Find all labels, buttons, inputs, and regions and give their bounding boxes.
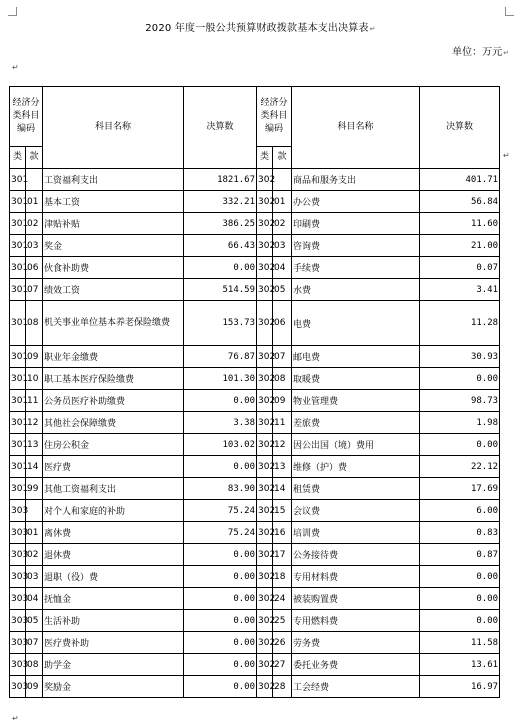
econ-class-header-left: 经济分类科目编码 <box>10 87 43 147</box>
table-row <box>10 544 500 566</box>
right-subject-name: 印刷费 <box>292 213 420 235</box>
left-item-code: 02 <box>26 213 43 235</box>
left-subject-name: 伙食补助费 <box>43 257 184 279</box>
left-amount: 101.30 <box>184 368 257 390</box>
left-item-code: 11 <box>26 390 43 412</box>
left-subject-name: 医疗费补助 <box>43 632 184 654</box>
item-header-right: 款 <box>273 147 292 169</box>
right-amount: 30.93 <box>420 346 500 368</box>
left-subject-name: 奖金 <box>43 235 184 257</box>
table-row <box>10 434 500 456</box>
left-subject-name: 住房公积金 <box>43 434 184 456</box>
right-amount: 11.28 <box>420 301 500 346</box>
left-item-code: 09 <box>26 676 43 698</box>
right-item-code: 07 <box>273 346 292 368</box>
left-subject-name: 医疗费 <box>43 456 184 478</box>
right-class-code: 302 <box>257 368 273 390</box>
left-amount: 0.00 <box>184 588 257 610</box>
left-subject-name: 退职（役）费 <box>43 566 184 588</box>
left-amount: 0.00 <box>184 544 257 566</box>
left-class-code: 301 <box>10 390 26 412</box>
right-subject-name: 物业管理费 <box>292 390 420 412</box>
right-amount: 16.97 <box>420 676 500 698</box>
table-row <box>10 500 500 522</box>
right-class-code: 302 <box>257 566 273 588</box>
right-amount: 21.00 <box>420 235 500 257</box>
name-header-left: 科目名称 <box>43 87 184 169</box>
left-subject-name: 退休费 <box>43 544 184 566</box>
left-amount: 0.00 <box>184 654 257 676</box>
left-item-code: 02 <box>26 544 43 566</box>
left-class-code: 301 <box>10 368 26 390</box>
table-row <box>10 346 500 368</box>
left-subject-name: 职工基本医疗保险缴费 <box>43 368 184 390</box>
left-amount: 0.00 <box>184 676 257 698</box>
table-row <box>10 235 500 257</box>
left-item-code: 07 <box>26 279 43 301</box>
right-class-code: 302 <box>257 456 273 478</box>
left-class-code: 301 <box>10 456 26 478</box>
left-class-code: 301 <box>10 191 26 213</box>
left-amount: 0.00 <box>184 632 257 654</box>
right-item-code: 13 <box>273 456 292 478</box>
right-subject-name: 手续费 <box>292 257 420 279</box>
name-header-right: 科目名称 <box>292 87 420 169</box>
right-subject-name: 维修（护）费 <box>292 456 420 478</box>
left-subject-name: 对个人和家庭的补助 <box>43 500 184 522</box>
right-item-code: 11 <box>273 412 292 434</box>
right-subject-name: 会议费 <box>292 500 420 522</box>
right-subject-name: 电费 <box>292 301 420 346</box>
left-item-code <box>26 169 43 191</box>
right-item-code: 27 <box>273 654 292 676</box>
right-amount: 1.98 <box>420 412 500 434</box>
right-amount: 0.00 <box>420 566 500 588</box>
row-end-mark: ↵ <box>503 151 510 160</box>
right-class-code: 302 <box>257 301 273 346</box>
right-item-code: 05 <box>273 279 292 301</box>
table-body <box>10 169 500 698</box>
right-subject-name: 工会经费 <box>292 676 420 698</box>
left-amount: 3.38 <box>184 412 257 434</box>
right-class-code: 302 <box>257 390 273 412</box>
left-subject-name: 其他工资福利支出 <box>43 478 184 500</box>
right-subject-name: 委托业务费 <box>292 654 420 676</box>
right-subject-name: 因公出国（境）费用 <box>292 434 420 456</box>
table-row <box>10 588 500 610</box>
right-class-code: 302 <box>257 257 273 279</box>
amount-header-right: 决算数 <box>420 87 500 169</box>
left-class-code: 301 <box>10 434 26 456</box>
left-class-code: 303 <box>10 676 26 698</box>
table-row <box>10 213 500 235</box>
class-header-right: 类 <box>257 147 273 169</box>
left-class-code: 303 <box>10 632 26 654</box>
document-title: 2020 年度一般公共预算财政拨款基本支出决算表↵ <box>145 23 376 34</box>
left-class-code: 303 <box>10 566 26 588</box>
right-amount: 0.00 <box>420 610 500 632</box>
table-row <box>10 566 500 588</box>
table-row <box>10 478 500 500</box>
left-item-code: 01 <box>26 522 43 544</box>
left-amount: 75.24 <box>184 522 257 544</box>
right-subject-name: 差旅费 <box>292 412 420 434</box>
right-subject-name: 专用材料费 <box>292 566 420 588</box>
left-subject-name: 生活补助 <box>43 610 184 632</box>
left-item-code: 06 <box>26 257 43 279</box>
right-class-code: 302 <box>257 434 273 456</box>
right-amount: 0.83 <box>420 522 500 544</box>
right-subject-name: 被装购置费 <box>292 588 420 610</box>
right-class-code: 302 <box>257 632 273 654</box>
right-item-code: 18 <box>273 566 292 588</box>
right-subject-name: 商品和服务支出 <box>292 169 420 191</box>
unit-label: 单位：万元↵ <box>452 47 509 58</box>
right-item-code: 28 <box>273 676 292 698</box>
left-class-code: 301 <box>10 301 26 346</box>
right-subject-name: 办公费 <box>292 191 420 213</box>
right-amount: 0.87 <box>420 544 500 566</box>
right-amount: 17.69 <box>420 478 500 500</box>
left-item-code: 03 <box>26 566 43 588</box>
right-subject-name: 培训费 <box>292 522 420 544</box>
left-amount: 0.00 <box>184 390 257 412</box>
left-amount: 83.90 <box>184 478 257 500</box>
right-subject-name: 租赁费 <box>292 478 420 500</box>
left-subject-name: 公务员医疗补助缴费 <box>43 390 184 412</box>
left-class-code: 301 <box>10 213 26 235</box>
table-row <box>10 610 500 632</box>
left-amount: 66.43 <box>184 235 257 257</box>
table-row <box>10 676 500 698</box>
table-row <box>10 257 500 279</box>
right-class-code: 302 <box>257 544 273 566</box>
right-item-code <box>273 169 292 191</box>
item-header-left: 款 <box>26 147 43 169</box>
table-row <box>10 368 500 390</box>
left-class-code: 301 <box>10 169 26 191</box>
left-item-code: 01 <box>26 191 43 213</box>
right-amount: 3.41 <box>420 279 500 301</box>
left-subject-name: 抚恤金 <box>43 588 184 610</box>
right-subject-name: 劳务费 <box>292 632 420 654</box>
table-row <box>10 279 500 301</box>
right-amount: 0.07 <box>420 257 500 279</box>
left-item-code: 14 <box>26 456 43 478</box>
right-class-code: 302 <box>257 610 273 632</box>
right-class-code: 302 <box>257 235 273 257</box>
right-item-code: 04 <box>273 257 292 279</box>
paragraph-mark: ↵ <box>369 25 376 33</box>
right-class-code: 302 <box>257 500 273 522</box>
paragraph-mark: ↵ <box>12 714 19 723</box>
left-item-code: 08 <box>26 654 43 676</box>
left-item-code: 09 <box>26 346 43 368</box>
left-subject-name: 离休费 <box>43 522 184 544</box>
left-item-code: 03 <box>26 235 43 257</box>
paragraph-mark: ↵ <box>12 63 19 72</box>
paragraph-mark: ↵ <box>503 49 509 57</box>
left-item-code: 04 <box>26 588 43 610</box>
left-class-code: 301 <box>10 412 26 434</box>
right-amount: 401.71 <box>420 169 500 191</box>
right-item-code: 15 <box>273 500 292 522</box>
table-row <box>10 191 500 213</box>
right-amount: 56.84 <box>420 191 500 213</box>
left-amount: 75.24 <box>184 500 257 522</box>
table-row <box>10 522 500 544</box>
right-subject-name: 专用燃料费 <box>292 610 420 632</box>
left-class-code: 301 <box>10 346 26 368</box>
left-subject-name: 基本工资 <box>43 191 184 213</box>
table-row <box>10 456 500 478</box>
right-class-code: 302 <box>257 676 273 698</box>
table-row <box>10 654 500 676</box>
right-amount: 11.60 <box>420 213 500 235</box>
page-corner-mark-left <box>8 7 17 16</box>
table-header-row <box>10 87 500 147</box>
left-subject-name: 其他社会保障缴费 <box>43 412 184 434</box>
right-class-code: 302 <box>257 478 273 500</box>
right-class-code: 302 <box>257 522 273 544</box>
left-class-code: 303 <box>10 522 26 544</box>
right-subject-name: 水费 <box>292 279 420 301</box>
left-amount: 0.00 <box>184 456 257 478</box>
right-class-code: 302 <box>257 654 273 676</box>
left-amount: 332.21 <box>184 191 257 213</box>
table-row <box>10 301 500 346</box>
right-amount: 0.00 <box>420 368 500 390</box>
right-amount: 6.00 <box>420 500 500 522</box>
left-class-code: 301 <box>10 478 26 500</box>
right-item-code: 26 <box>273 632 292 654</box>
right-item-code: 12 <box>273 434 292 456</box>
left-class-code: 301 <box>10 235 26 257</box>
left-class-code: 303 <box>10 500 26 522</box>
left-item-code: 07 <box>26 632 43 654</box>
right-amount: 0.00 <box>420 434 500 456</box>
left-item-code: 99 <box>26 478 43 500</box>
left-item-code <box>26 500 43 522</box>
right-subject-name: 公务接待费 <box>292 544 420 566</box>
right-item-code: 01 <box>273 191 292 213</box>
table-row <box>10 169 500 191</box>
right-class-code: 302 <box>257 346 273 368</box>
left-class-code: 303 <box>10 544 26 566</box>
right-class-code: 302 <box>257 279 273 301</box>
left-amount: 0.00 <box>184 566 257 588</box>
left-item-code: 12 <box>26 412 43 434</box>
left-item-code: 10 <box>26 368 43 390</box>
left-class-code: 301 <box>10 257 26 279</box>
left-amount: 0.00 <box>184 610 257 632</box>
table-row <box>10 632 500 654</box>
left-subject-name: 工资福利支出 <box>43 169 184 191</box>
right-item-code: 17 <box>273 544 292 566</box>
right-class-code: 302 <box>257 169 273 191</box>
right-item-code: 16 <box>273 522 292 544</box>
left-amount: 514.59 <box>184 279 257 301</box>
right-class-code: 302 <box>257 191 273 213</box>
right-item-code: 03 <box>273 235 292 257</box>
right-item-code: 02 <box>273 213 292 235</box>
left-amount: 386.25 <box>184 213 257 235</box>
table-row <box>10 390 500 412</box>
right-class-code: 302 <box>257 412 273 434</box>
left-subject-name: 绩效工资 <box>43 279 184 301</box>
left-amount: 76.87 <box>184 346 257 368</box>
right-amount: 98.73 <box>420 390 500 412</box>
left-subject-name: 助学金 <box>43 654 184 676</box>
left-subject-name: 奖励金 <box>43 676 184 698</box>
right-subject-name: 邮电费 <box>292 346 420 368</box>
left-class-code: 301 <box>10 279 26 301</box>
left-class-code: 303 <box>10 588 26 610</box>
left-item-code: 05 <box>26 610 43 632</box>
class-header-left: 类 <box>10 147 26 169</box>
right-item-code: 09 <box>273 390 292 412</box>
left-item-code: 13 <box>26 434 43 456</box>
page-corner-mark-right <box>505 7 514 16</box>
right-amount: 13.61 <box>420 654 500 676</box>
right-amount: 11.58 <box>420 632 500 654</box>
left-class-code: 303 <box>10 610 26 632</box>
right-item-code: 08 <box>273 368 292 390</box>
left-subject-name: 机关事业单位基本养老保险缴费 <box>43 301 184 346</box>
table-row <box>10 412 500 434</box>
right-amount: 22.12 <box>420 456 500 478</box>
right-amount: 0.00 <box>420 588 500 610</box>
right-item-code: 06 <box>273 301 292 346</box>
right-class-code: 302 <box>257 213 273 235</box>
right-class-code: 302 <box>257 588 273 610</box>
right-item-code: 14 <box>273 478 292 500</box>
right-subject-name: 咨询费 <box>292 235 420 257</box>
amount-header-left: 决算数 <box>184 87 257 169</box>
left-subject-name: 津贴补贴 <box>43 213 184 235</box>
budget-expenditure-table <box>9 86 500 698</box>
left-subject-name: 职业年金缴费 <box>43 346 184 368</box>
left-amount: 153.73 <box>184 301 257 346</box>
right-item-code: 25 <box>273 610 292 632</box>
left-amount: 1821.67 <box>184 169 257 191</box>
econ-class-header-right: 经济分类科目编码 <box>257 87 292 147</box>
left-item-code: 08 <box>26 301 43 346</box>
right-item-code: 24 <box>273 588 292 610</box>
left-class-code: 303 <box>10 654 26 676</box>
left-amount: 0.00 <box>184 257 257 279</box>
right-subject-name: 取暖费 <box>292 368 420 390</box>
left-amount: 103.02 <box>184 434 257 456</box>
